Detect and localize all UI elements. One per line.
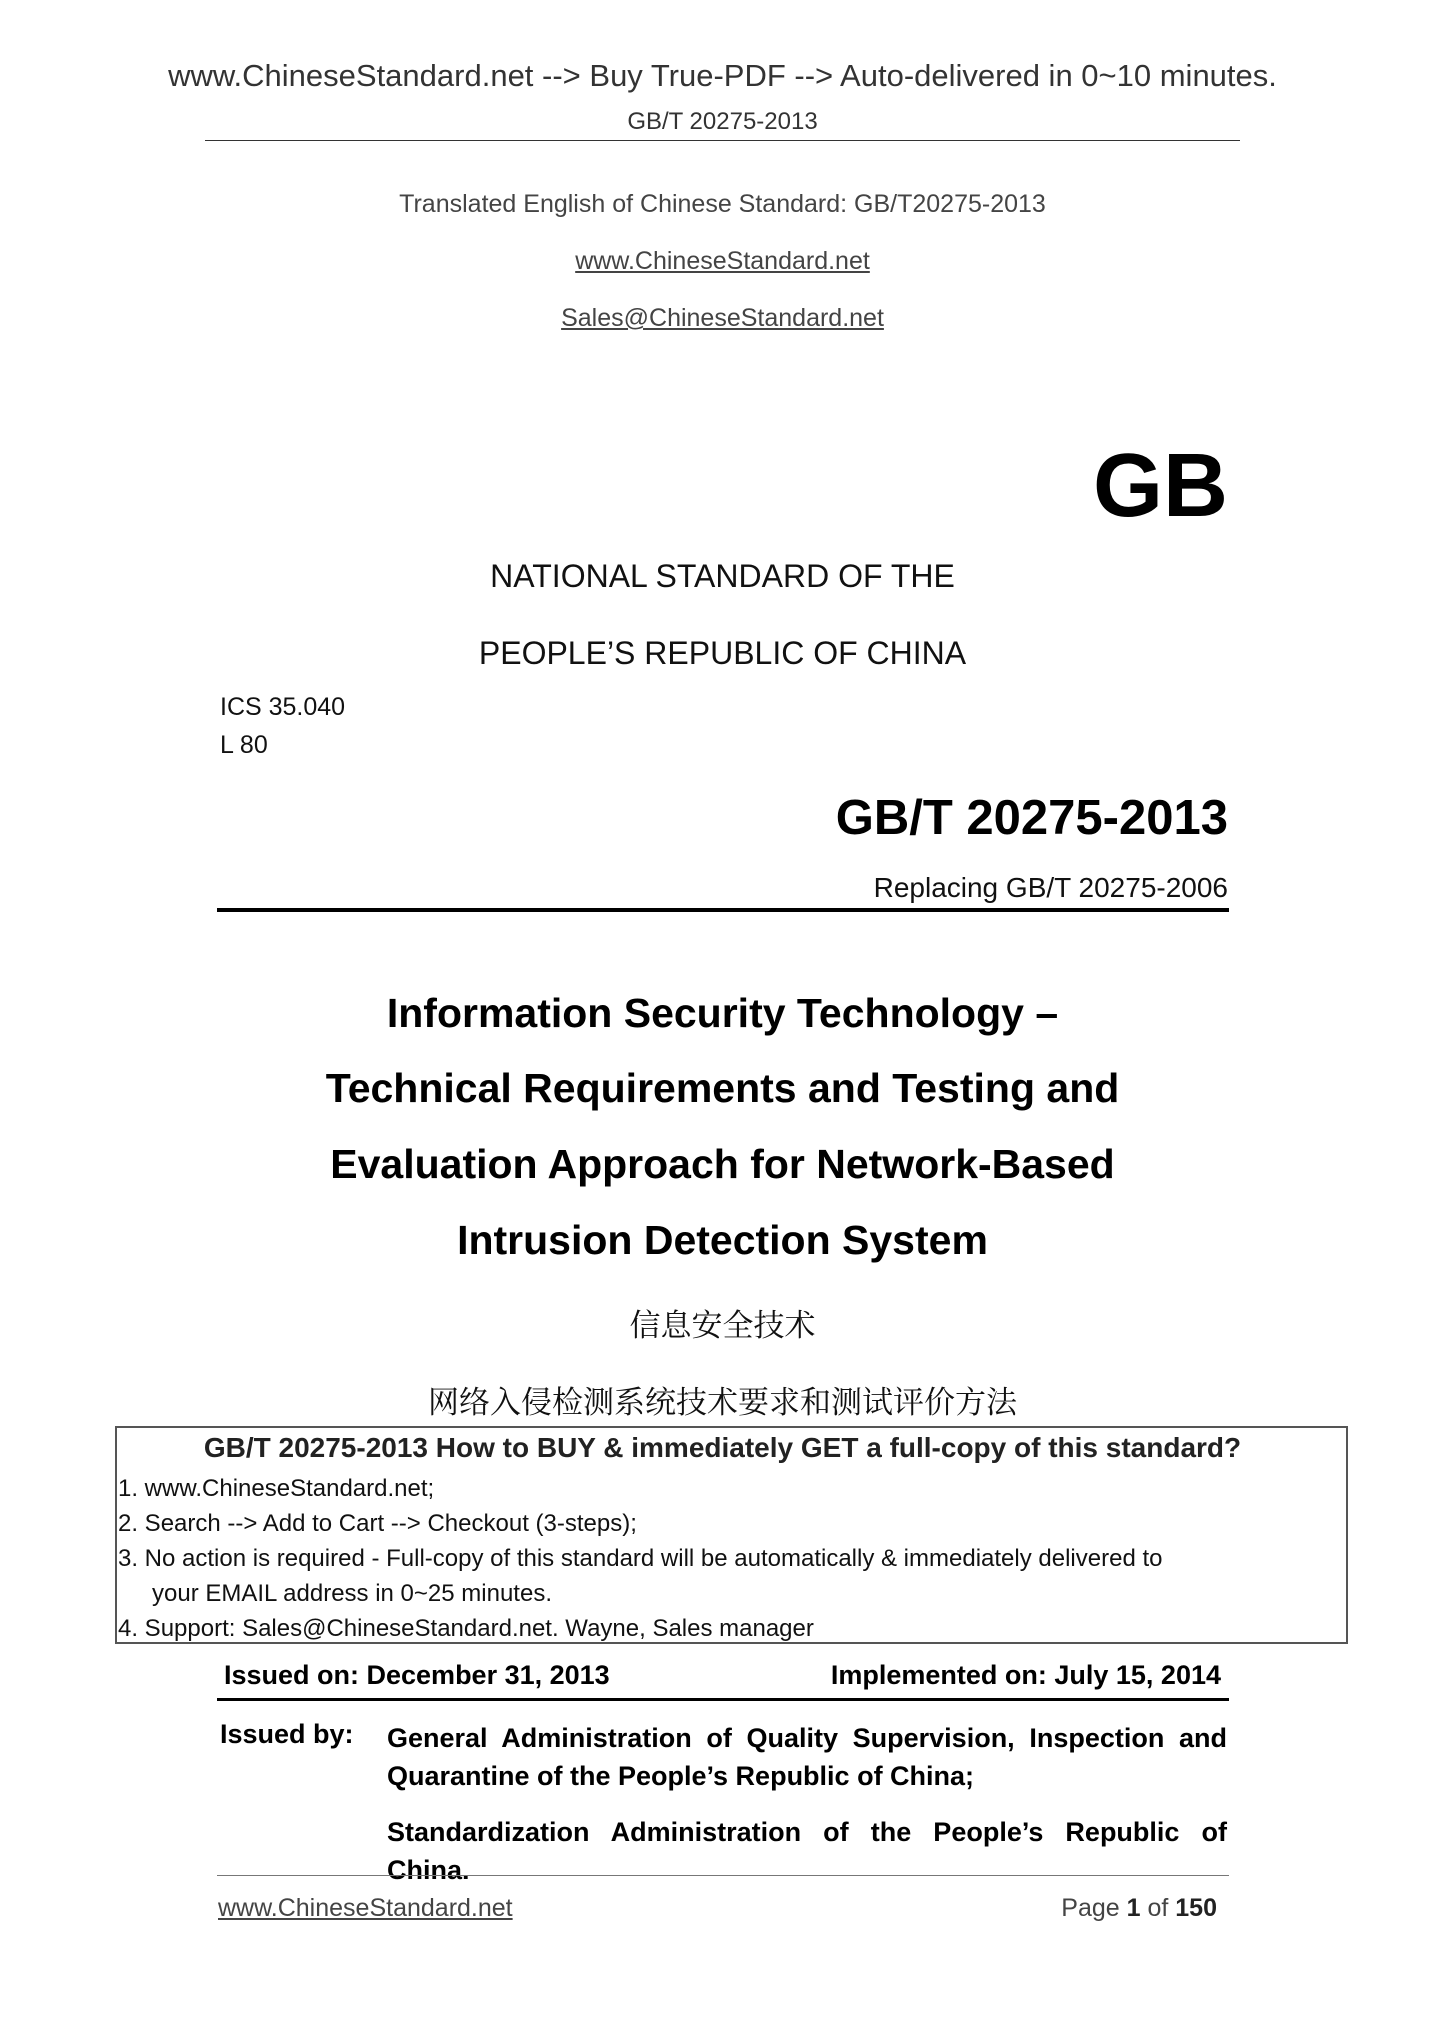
buy-step-3-continued: your EMAIL address in 0~25 minutes. [152,1580,552,1607]
header-divider [205,140,1240,141]
gb-mark: GB [1093,436,1228,536]
chinese-title-line-2: 网络入侵检测系统技术要求和测试评价方法 [428,1385,1017,1421]
header-standard-code: GB/T 20275-2013 [627,108,818,135]
ics-code: ICS 35.040 [220,693,346,721]
page-total: 150 [1175,1894,1217,1922]
title-line-1: Information Security Technology – [386,990,1059,1036]
l-code: L 80 [220,731,268,759]
page-middle: of [1140,1894,1176,1922]
title-line-4: Intrusion Detection System [457,1217,988,1263]
title-line-2: Technical Requirements and Testing and [325,1065,1120,1111]
national-standard-line2: PEOPLE’S REPUBLIC OF CHINA [478,635,967,671]
buy-step-1: 1. www.ChineseStandard.net; [118,1475,435,1502]
translated-notice: Translated English of Chinese Standard: GB/T20275-2013 [399,190,1046,218]
page-prefix: Page [1061,1894,1127,1922]
header-promo-line: www.ChineseStandard.net --> Buy True-PDF --> Auto-delivered in 0~10 minutes. [168,58,1277,93]
website-link[interactable]: www.ChineseStandard.net [575,247,870,275]
buy-step-2: 2. Search --> Add to Cart --> Checkout (3-steps); [118,1510,637,1537]
page-indicator [1061,1894,1217,1923]
issued-on-date: Issued on: December 31, 2013 [224,1660,610,1690]
title-line-3: Evaluation Approach for Network-Based [330,1141,1115,1187]
email-link[interactable]: Sales@ChineseStandard.net [561,304,884,332]
email-link-wrap [0,304,1445,333]
replacing-note: Replacing GB/T 20275-2006 [873,872,1228,903]
footer-divider [217,1875,1229,1876]
buy-box-heading: GB/T 20275-2013 How to BUY & immediately GET a full-copy of this standard? [203,1432,1242,1463]
chinese-title-line-1: 信息安全技术 [629,1308,816,1344]
standard-number: GB/T 20275-2013 [835,791,1228,845]
title-divider [217,908,1229,912]
page-current: 1 [1126,1894,1141,1922]
dates-divider [217,1698,1229,1701]
footer-website-link[interactable]: www.ChineseStandard.net [218,1894,513,1922]
issuer-2: Standardization Administration of the People’s Republic of China. [387,1817,1227,1885]
buy-step-3: 3. No action is required - Full-copy of this standard will be automatically & immediately delivered to [118,1545,1163,1572]
issuer-1: General Administration of Quality Supervision, Inspection and Quarantine of the People’s Republic of China; [387,1723,1227,1791]
implemented-on-date: Implemented on: July 15, 2014 [830,1660,1221,1690]
website-link-wrap [0,247,1445,276]
national-standard-line1: NATIONAL STANDARD OF THE [490,558,955,594]
issued-by-label: Issued by: [220,1719,354,1749]
buy-step-4: 4. Support: Sales@ChineseStandard.net. Wayne, Sales manager [118,1615,814,1642]
